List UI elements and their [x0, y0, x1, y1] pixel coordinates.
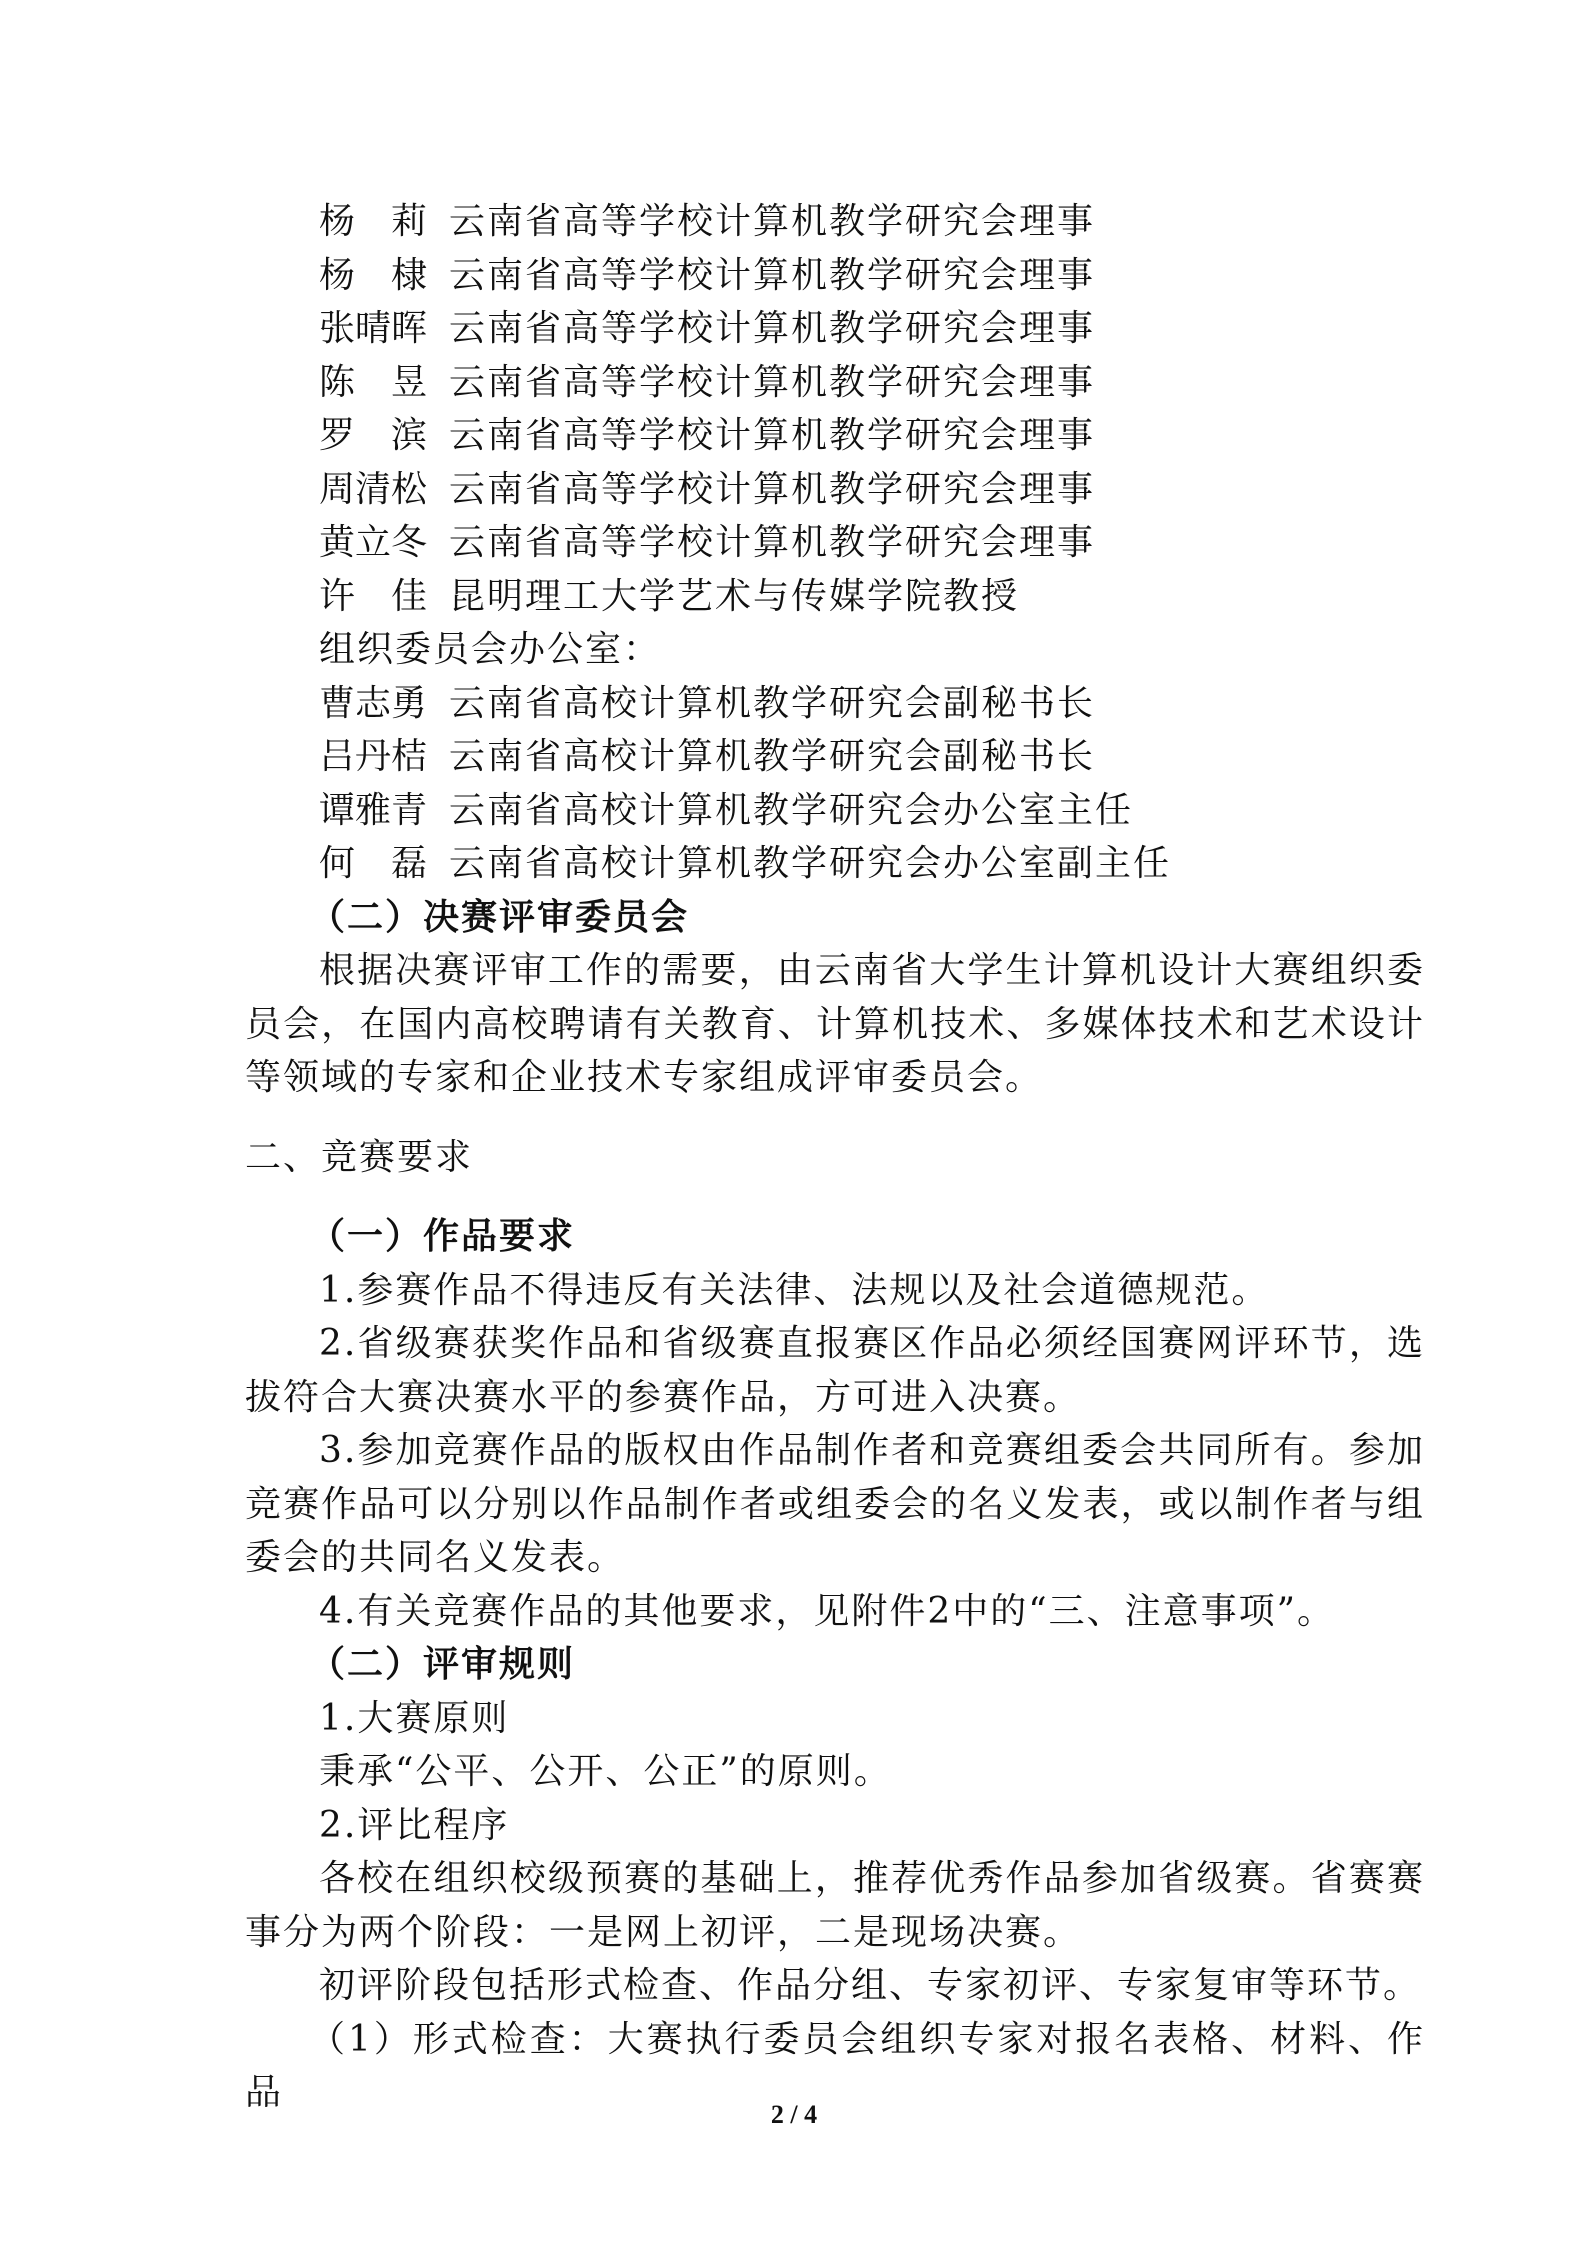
section-title: 二、竞赛要求 — [245, 1136, 474, 1178]
page-number: 2 / 4 — [770, 2100, 818, 2129]
office-label: 组织委员会办公室： — [319, 629, 662, 670]
process-text: 各校在组织校级预赛的基础上，推荐优秀作品参加省级赛。省赛赛事分为两个阶段：一是网上初评，二是现场决赛。 — [245, 1858, 1425, 1953]
principle-label: 1.大赛原则 — [319, 1697, 510, 1739]
member-name: 张晴晖 — [319, 308, 428, 349]
works-item: 1.参赛作品不得违反有关法律、法规以及社会道德规范。 — [319, 1269, 1270, 1311]
member-title: 昆明理工大学艺术与传媒学院教授 — [449, 575, 1020, 617]
works-item: 3.参加竞赛作品的版权由作品制作者和竞赛组委会共同所有。参加竞赛作品可以分别以作品制作者或组委会的名义发表，或以制作者与组委会的共同名义发表。 — [245, 1430, 1425, 1578]
prelim-text: 初评阶段包括形式检查、作品分组、专家初评、专家复审等环节。 — [319, 1965, 1422, 2006]
committee-member — [245, 516, 1425, 570]
member-title: 云南省高等学校计算机教学研究会理事 — [449, 361, 1096, 403]
principle-text: 秉承“公平、公开、公正”的原则。 — [319, 1751, 892, 1792]
office-member — [245, 784, 1425, 838]
member-title: 云南省高等学校计算机教学研究会理事 — [449, 522, 1096, 563]
member-name: 许 佳 — [319, 575, 428, 617]
process-label: 2.评比程序 — [319, 1804, 510, 1846]
office-member — [245, 730, 1425, 784]
committee-member-list — [245, 195, 1425, 623]
member-name: 周清松 — [319, 468, 428, 510]
member-title: 云南省高校计算机教学研究会副秘书长 — [449, 736, 1096, 777]
member-name: 曹志勇 — [319, 682, 428, 724]
committee-member — [245, 570, 1425, 624]
works-item: 4.有关竞赛作品的其他要求，见附件2中的“三、注意事项”。 — [319, 1590, 1336, 1632]
member-name: 杨 棣 — [319, 254, 428, 296]
member-title: 云南省高等学校计算机教学研究会理事 — [449, 201, 1096, 242]
member-name: 黄立冬 — [319, 522, 428, 563]
works-heading: （一）作品要求 — [309, 1215, 576, 1257]
committee-member — [245, 356, 1425, 410]
member-title: 云南省高校计算机教学研究会办公室副主任 — [449, 843, 1172, 884]
document-body — [245, 195, 1425, 2120]
office-member-list — [245, 677, 1425, 891]
final-committee-text: 根据决赛评审工作的需要，由云南省大学生计算机设计大赛组织委员会，在国内高校聘请有关教育、计算机技术、多媒体技术和艺术设计等领域的专家和企业技术专家组成评审委员会。 — [245, 950, 1425, 1098]
member-title: 云南省高校计算机教学研究会办公室主任 — [449, 789, 1134, 831]
member-title: 云南省高等学校计算机教学研究会理事 — [449, 308, 1096, 349]
member-name: 谭雅青 — [319, 789, 428, 831]
member-name: 吕丹桔 — [319, 736, 428, 777]
office-member — [245, 837, 1425, 891]
member-name: 陈 昱 — [319, 361, 428, 403]
member-name: 何 磊 — [319, 843, 428, 884]
committee-member — [245, 463, 1425, 517]
member-title: 云南省高等学校计算机教学研究会理事 — [449, 254, 1096, 296]
member-title: 云南省高等学校计算机教学研究会理事 — [449, 468, 1096, 510]
member-title: 云南省高等学校计算机教学研究会理事 — [449, 415, 1096, 456]
committee-member — [245, 195, 1425, 249]
committee-member — [245, 302, 1425, 356]
rules-heading: （二）评审规则 — [309, 1643, 576, 1685]
committee-member — [245, 249, 1425, 303]
committee-member — [245, 409, 1425, 463]
member-name: 杨 莉 — [319, 201, 428, 242]
member-name: 罗 滨 — [319, 415, 428, 456]
final-committee-heading: （二）决赛评审委员会 — [309, 895, 690, 938]
format-check-text: （1）形式检查：大赛执行委员会组织专家对报名表格、材料、作品 — [245, 2018, 1425, 2113]
office-member — [245, 677, 1425, 731]
works-item: 2.省级赛获奖作品和省级赛直报赛区作品必须经国赛网评环节，选拔符合大赛决赛水平的参赛作品，方可进入决赛。 — [245, 1323, 1425, 1418]
member-title: 云南省高校计算机教学研究会副秘书长 — [449, 682, 1096, 724]
